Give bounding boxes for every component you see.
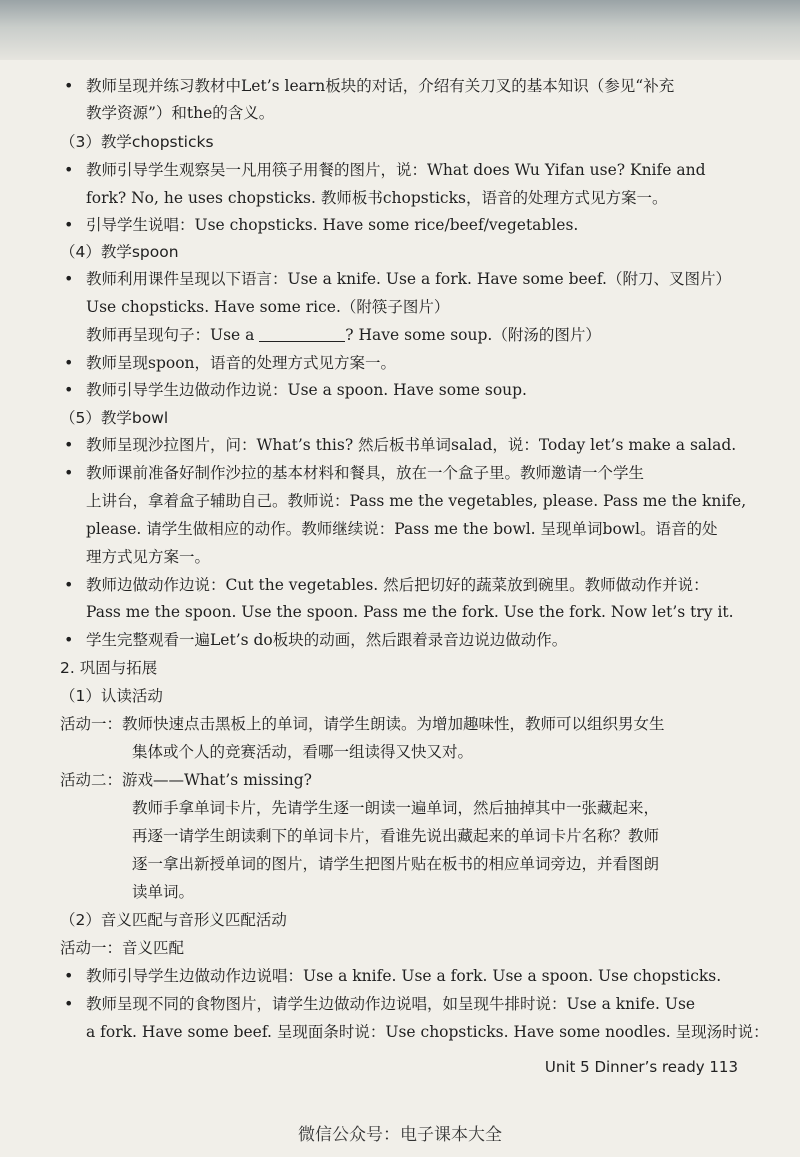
watermark-text: 微信公众号：电子课本大全 (298, 1125, 502, 1145)
text-line: 教师手拿单词卡片，先请学生逐一朗读一遍单词，然后抽掉其中一张藏起来， (132, 799, 660, 817)
text-line: Use chopsticks. Have some rice.（附筷子图片） (86, 298, 450, 316)
text-line: 理方式见方案一。 (86, 548, 211, 566)
activity-line: 活动二：游戏——What’s missing? (60, 771, 312, 789)
text-line-with-blank (60, 324, 766, 346)
section-heading: （4）教学spoon (60, 243, 179, 261)
bullet-line: • 教师引导学生边做动作边说唱：Use a knife. Use a fork. Use a spoon. Use chopsticks. (60, 965, 766, 987)
activity-line: 活动一：音义匹配 (60, 939, 185, 957)
text-line: a fork. Have some beef. 呈现面条时说：Use chopsticks. Have some noodles. 呈现汤时说： (86, 1023, 769, 1041)
bullet-line: • 学生完整观看一遍Let’s do板块的动画，然后跟着录音边说边做动作。 (60, 629, 766, 651)
text-line: 教学资源”）和the的含义。 (86, 104, 275, 122)
section-heading: （2）音义匹配与音形义匹配活动 (60, 911, 287, 929)
text-line: 再逐一请学生朗读剩下的单词卡片，看谁先说出藏起来的单词卡片名称？教师 (132, 827, 660, 845)
bullet-line: • 教师边做动作边说：Cut the vegetables. 然后把切好的蔬菜放到碗里。教师做动作并说： (60, 574, 766, 596)
text-part: 教师再呈现句子：Use a (86, 326, 255, 344)
activity-line: 活动一：教师快速点击黑板上的单词，请学生朗读。为增加趣味性，教师可以组织男女生 (60, 715, 665, 733)
text-line: 上讲台，拿着盒子辅助自己。教师说：Pass me the vegetables, please. Pass me the knife, (86, 492, 747, 510)
bullet-line: • 教师引导学生观察吴一凡用筷子用餐的图片，说：What does Wu Yifan use? Knife and (60, 159, 766, 181)
bullet-line: • 教师呈现并练习教材中Let’s learn板块的对话，介绍有关刀叉的基本知识（参见“补充 (60, 75, 766, 97)
text-line: 逐一拿出新授单词的图片，请学生把图片贴在板书的相应单词旁边，并看图朗 (132, 855, 660, 873)
page-footer: Unit 5 Dinner’s ready 113 (544, 1058, 738, 1076)
text-line: please. 请学生做相应的动作。教师继续说：Pass me the bowl. 呈现单词bowl。语音的处 (86, 520, 718, 538)
text-line: 读单词。 (132, 883, 195, 901)
bullet-line: • 教师课前准备好制作沙拉的基本材料和餐具，放在一个盒子里。教师邀请一个学生 (60, 462, 766, 484)
text-part: ? Have some soup.（附汤的图片） (345, 326, 601, 344)
bullet-line: • 教师利用课件呈现以下语言：Use a knife. Use a fork. Have some beef.（附刀、叉图片） (60, 268, 766, 290)
section-heading: （5）教学bowl (60, 409, 169, 427)
bullet-line: • 教师引导学生边做动作边说：Use a spoon. Have some soup. (60, 379, 766, 401)
bullet-line: • 教师呈现不同的食物图片，请学生边做动作边说唱，如呈现牛排时说：Use a knife. Use (60, 993, 766, 1015)
bullet-line: • 教师呈现沙拉图片，问：What’s this? 然后板书单词salad，说：Today let’s make a salad. (60, 434, 766, 456)
section-heading: （3）教学chopsticks (60, 133, 214, 151)
bullet-line: • 引导学生说唱：Use chopsticks. Have some rice/beef/vegetables. (60, 214, 766, 236)
bullet-line: • 教师呈现spoon，语音的处理方式见方案一。 (60, 352, 766, 374)
text-line: Pass me the spoon. Use the spoon. Pass me the fork. Use the fork. Now let’s try it. (86, 603, 734, 621)
section-heading: 2. 巩固与拓展 (60, 659, 158, 677)
fill-blank (259, 326, 345, 342)
section-heading: （1）认读活动 (60, 687, 163, 705)
text-line: fork? No, he uses chopsticks. 教师板书chopsticks，语音的处理方式见方案一。 (86, 189, 668, 207)
text-line: 集体或个人的竞赛活动，看哪一组读得又快又对。 (132, 743, 474, 761)
